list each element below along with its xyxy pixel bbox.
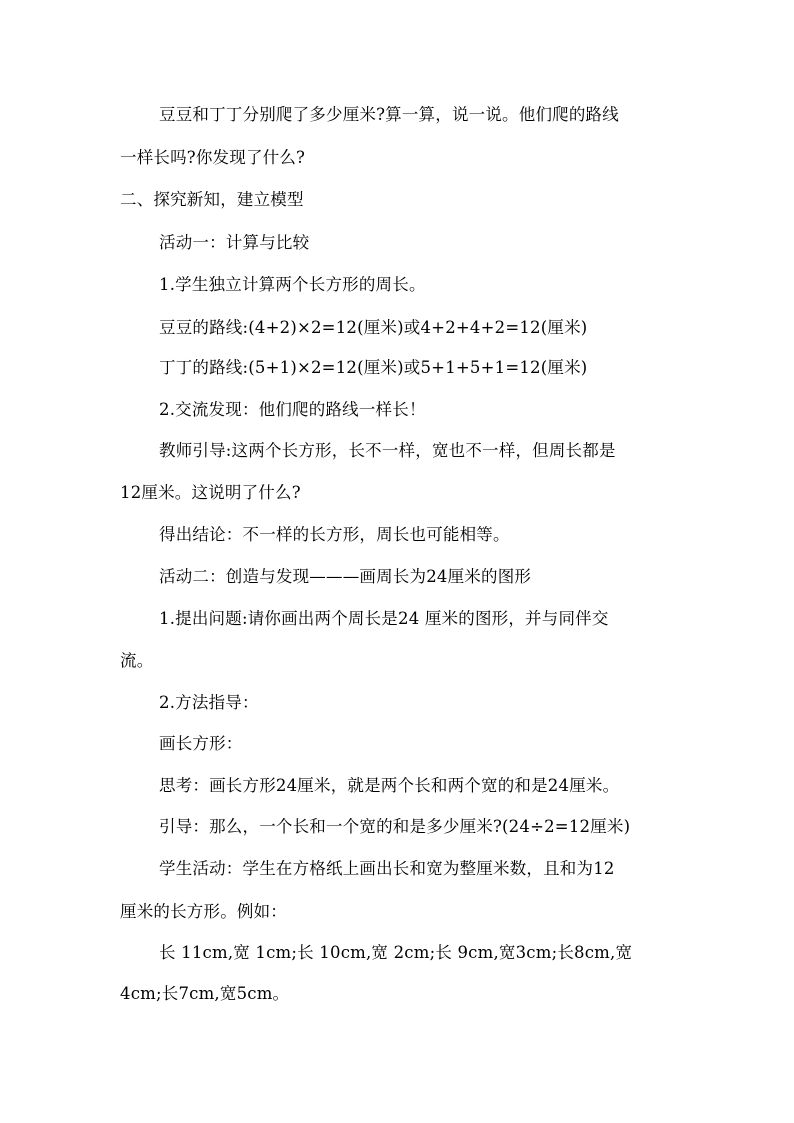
text-line-5: 1.学生独立计算两个长方形的周长。 <box>159 275 426 294</box>
text-line-9: 教师引导:这两个长方形，长不一样，宽也不一样，但周长都是 <box>159 441 616 460</box>
text-line-11: 得出结论：不一样的长方形，周长也可能相等。 <box>159 525 510 544</box>
text-line-13: 1.提出问题:请你画出两个周长是24 厘米的图形，并与同伴交 <box>159 609 609 628</box>
doudou-route-line: 豆豆的路线:(4+2)×2=12(厘米)或4+2+4+2=12(厘米) <box>159 318 588 337</box>
text-line-19: 学生活动：学生在方格纸上画出长和宽为整厘米数，且和为12 <box>159 859 615 878</box>
text-line-18: 引导：那么，一个长和一个宽的和是多少厘米?(24÷2=12厘米) <box>159 817 631 836</box>
text-line-1: 豆豆和丁丁分别爬了多少厘米?算一算，说一说。他们爬的路线 <box>159 105 619 124</box>
text-line-17: 思考：画长方形24厘米，就是两个长和两个宽的和是24厘米。 <box>159 776 620 795</box>
text-line-15: 2.方法指导： <box>159 693 259 712</box>
section-heading-explore: 二、探究新知，建立模型 <box>120 190 304 209</box>
text-line-10: 12厘米。这说明了什么? <box>120 483 301 502</box>
text-line-8: 2.交流发现：他们爬的路线一样长！ <box>159 400 426 419</box>
activity-one-heading: 活动一：计算与比较 <box>159 233 310 252</box>
text-line-22: 4cm;长7cm,宽5cm。 <box>120 984 290 1003</box>
text-line-21: 长 11cm,宽 1cm;长 10cm,宽 2cm;长 9cm,宽3cm;长8cm,宽 <box>159 943 633 962</box>
text-line-16: 画长方形： <box>159 734 243 753</box>
text-line-20: 厘米的长方形。例如： <box>120 902 287 921</box>
dingding-route-line: 丁丁的路线:(5+1)×2=12(厘米)或5+1+5+1=12(厘米) <box>159 358 588 377</box>
text-line-14: 流。 <box>120 651 154 670</box>
activity-two-heading: 活动二：创造与发现———画周长为24厘米的图形 <box>159 567 532 586</box>
text-line-2: 一样长吗?你发现了什么? <box>120 148 306 167</box>
